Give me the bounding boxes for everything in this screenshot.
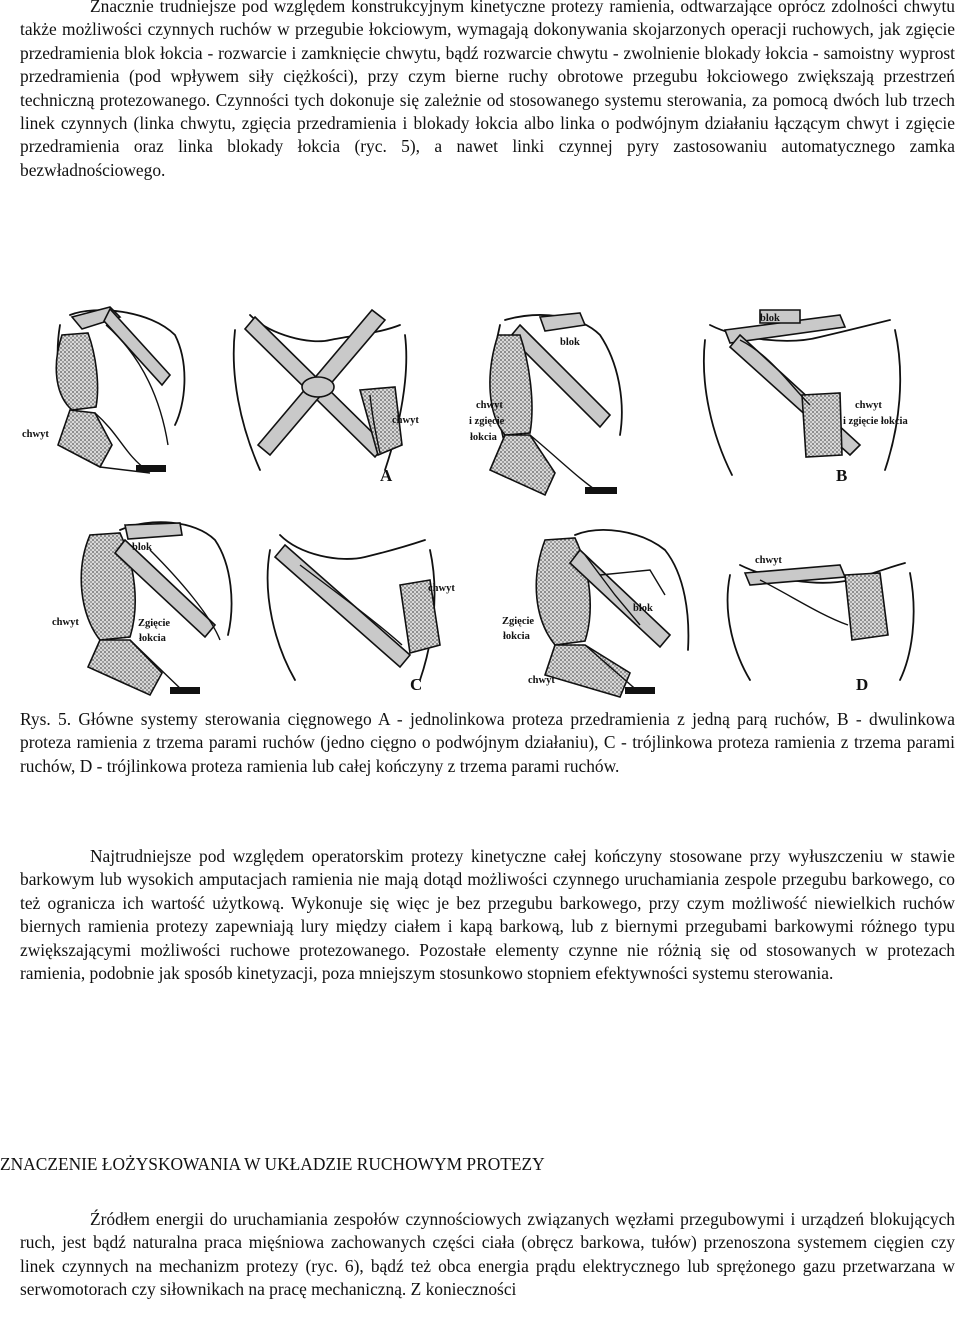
- figure-5-control-systems: [0, 295, 960, 705]
- label-blok: blok: [560, 337, 580, 348]
- label-chwyt: chwyt: [476, 400, 503, 411]
- label-blok: blok: [132, 542, 152, 553]
- paragraph-full-limb-prostheses: Najtrudniejsze pod względem operatorskim protezy kinetyczne całej kończyny stosowane przy wyłuszczeniu w stawie barkowym lub wysokich amputacjach ramienia nie mają dotąd możliwości czynnego uruchamiania zespole przegubu barkowego, co też ogranicza ich wartość użytkową. Wykonuje się więc je bez przegubu barkowego, przy czym możliwość niewielkich ruchów biernych ramienia protezy zapewniają lury między ciałem i kapą barkową, lub z biernymi przegubami barkowymi różnego typu zwiększającymi możliwości ruchowe protezowanego. Pozostałe elementy czynne nie różnią się od stosowanych w protezach ramienia, podobnie jak sposób kinetyzacji, poza mniejszym stosunkowo stopniem efektywności systemu sterowania.: [20, 846, 955, 984]
- panel-d-front-view: [536, 530, 688, 697]
- panel-b-back-view: [704, 310, 900, 475]
- paragraph-control-systems: Znacznie trudniejsze pod względem konstrukcyjnym kinetyczne protezy ramienia, odtwarzające oprócz zdolności chwytu także możliwości czynnych ruchów w przegubie łokciowym, wymagają dokonywania skojarzonych operacji ruchowych, jak zgięcie przedramienia blok łokcia - rozwarcie i zamknięcie chwytu, bądź rozwarcie chwytu - zwolnienie blokady łokcia - samoistny wyprost przedramienia (pod wpływem siły ciężkości), przy czym bierne ruchy obrotowe przegubu łokciowego zwiększają przestrzeń techniczną protezowanego. Czynności tych dokonuje się zależnie od stosowanego systemu sterowania, za pomocą dwóch lub trzech linek czynnych (linka chwytu, zgięcia przedramienia i blokady łokcia albo linka o podwójnym działaniu łączącym chwyt i zgięcie przedramienia oraz linka blokady łokcia (ryc. 5), a nawet linki czynnej pyry zastosowaniu automatycznego zamka bezwładnościowego.: [20, 0, 955, 180]
- panel-label-c: C: [410, 675, 423, 694]
- paragraph-energy-source: Źródłem energii do uruchamiania zespołów czynnościowych związanych węzłami przegubowymi i urządzeń blokujących ruch, jest bądź naturalna praca mięśniowa zachowanych części ciała (obręcz barkowa, tułów) przenoszona systemem cięgien czy linek czynnych na mechanizm protezy (ryc. 6), bądź też obca energia prądu elektrycznego lub sprężonego gazu przetwarzana w serwomotorach czy siłownikach na pracę mechaniczną. Z konieczności: [20, 1209, 955, 1300]
- panel-b-front-view: [490, 313, 622, 495]
- label-lokcia: łokcia: [503, 631, 530, 642]
- panel-label-d: D: [856, 675, 869, 694]
- label-blok: blok: [633, 603, 653, 614]
- label-chwyt: chwyt: [528, 675, 555, 686]
- label-chwyt: chwyt: [52, 617, 79, 628]
- panel-a-side-view: [56, 307, 184, 473]
- figure-caption: Rys. 5. Główne systemy sterowania cięgnowego A - jednolinkowa proteza przedramienia z jedną parą ruchów, B - dwulinkowa proteza ramienia z trzema parami ruchów (jedno cięgno o podwójnym działaniu), C - trójlinkowa proteza ramienia z trzema parami ruchów, D - trójlinkowa proteza ramienia lub całej kończyny z trzema parami ruchów.: [20, 709, 955, 776]
- label-i-zgiecie-lokcia: i zgięcie łokcia: [843, 416, 908, 427]
- label-lokcia: łokcia: [470, 432, 497, 443]
- panel-label-b: B: [836, 466, 848, 485]
- label-chwyt: chwyt: [755, 555, 782, 566]
- panel-d-back-view: [728, 563, 914, 680]
- panel-c-front-view: [81, 522, 231, 695]
- label-chwyt: chwyt: [855, 400, 882, 411]
- panel-a-back-view: [234, 310, 407, 470]
- label-i-zgiecie: i zgięcie: [469, 416, 505, 427]
- panel-label-a: A: [380, 466, 393, 485]
- label-lokcia: łokcia: [139, 633, 166, 644]
- panel-c-back-view: [268, 535, 440, 680]
- label-chwyt: chwyt: [428, 583, 455, 594]
- label-zgiecie: Zgięcie: [138, 618, 171, 629]
- label-chwyt: chwyt: [22, 429, 49, 440]
- section-heading: ZNACZENIE ŁOŻYSKOWANIA W UKŁADZIE RUCHOWYM PROTEZY: [0, 1154, 545, 1174]
- label-zgiecie: Zgięcie: [502, 616, 535, 627]
- label-blok: blok: [760, 313, 780, 324]
- label-chwyt: chwyt: [392, 415, 419, 426]
